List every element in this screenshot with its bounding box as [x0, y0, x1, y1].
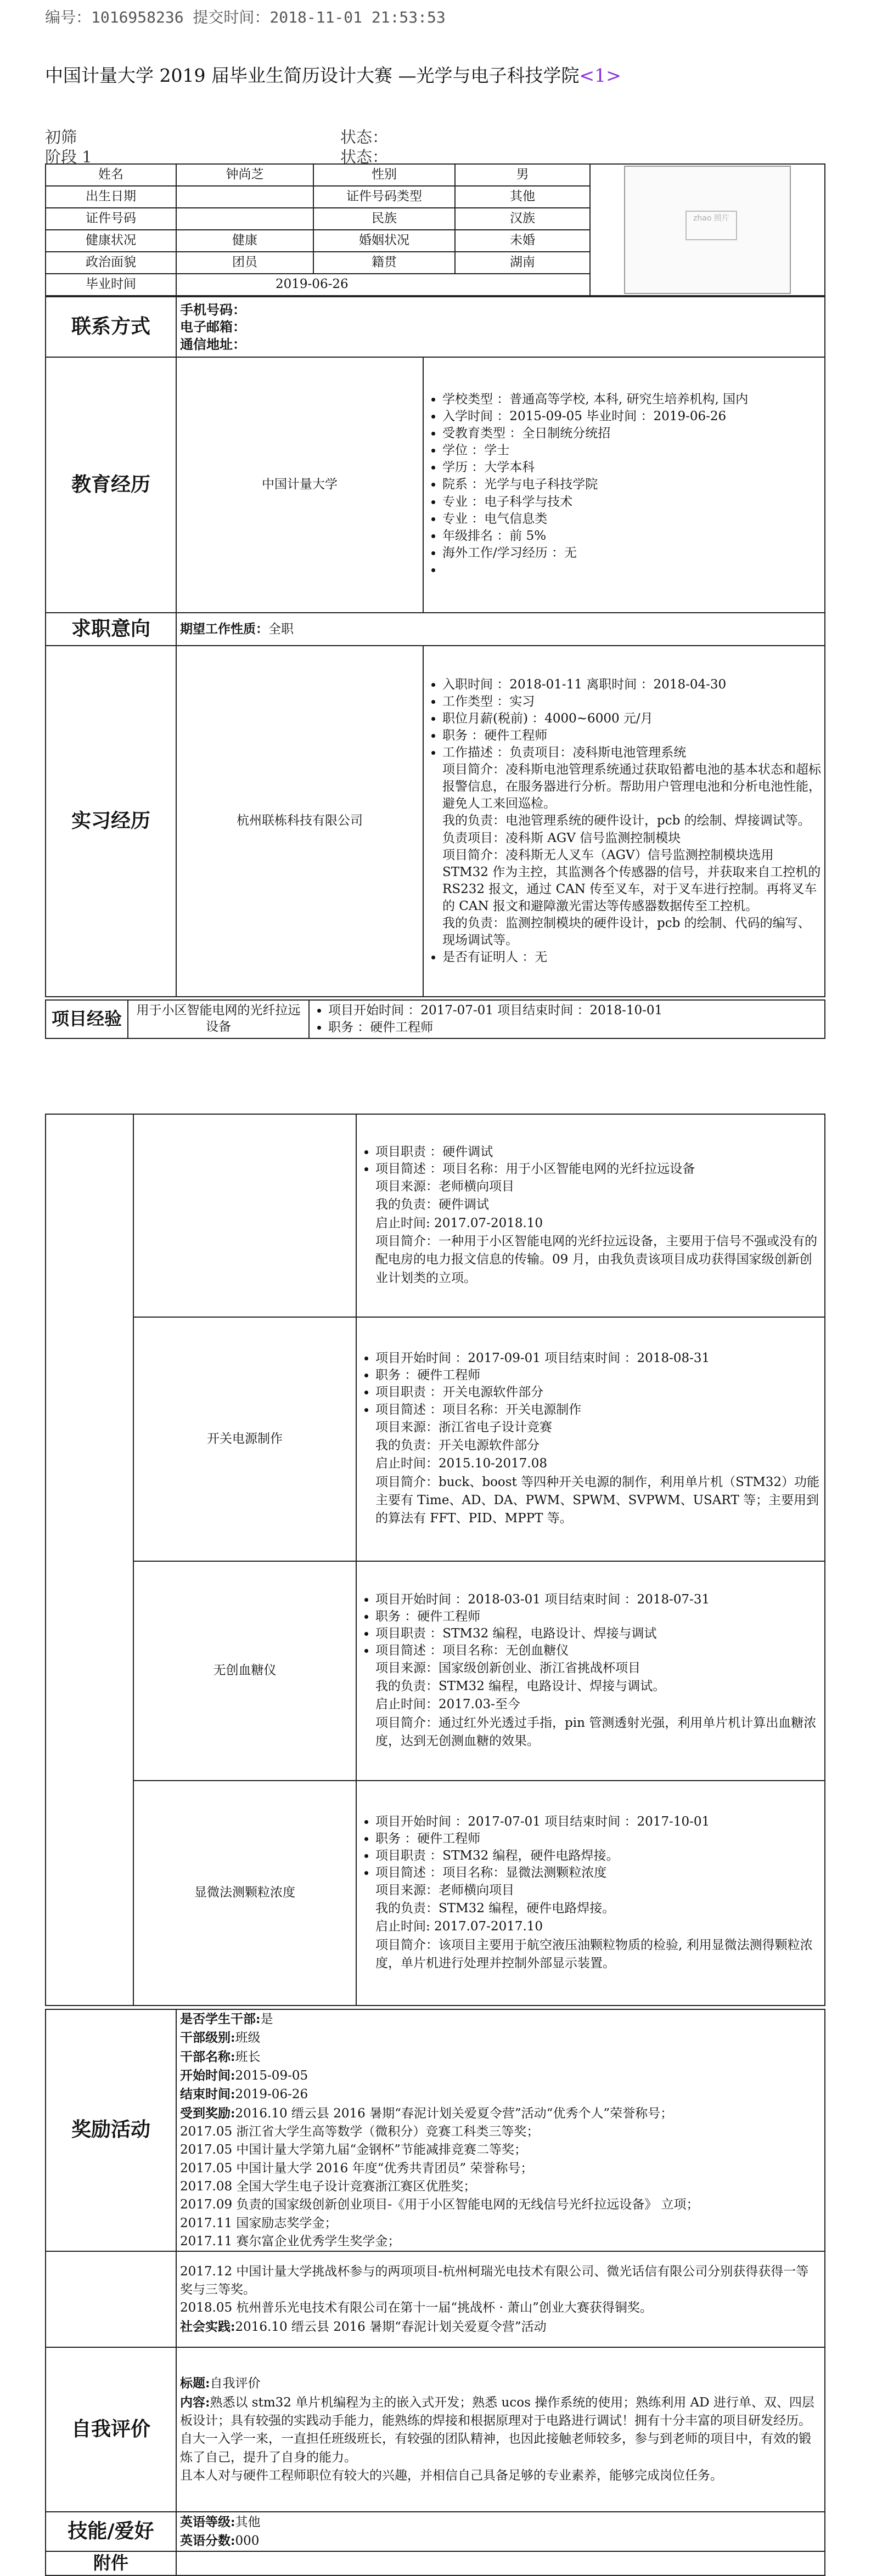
intern-desc-line: 我的负责：监测控制模块的硬件设计，pcb 的绘制、代码的编写、现场调试等。 [442, 916, 811, 947]
self-title-value: 自我评价 [210, 2376, 261, 2391]
award-head-label: 干部名称: [180, 2049, 235, 2064]
award-head [180, 2085, 821, 2104]
attach-label: 附件 [46, 2551, 176, 2575]
project-2-name: 开关电源制作 [133, 1317, 356, 1561]
intern-item: • 入职时间 ：2018-01-11 离职时间 ：2018-04-30 [442, 676, 821, 693]
photo-cell [590, 164, 825, 296]
project-item: • 项目职责 ：开关电源软件部分 [375, 1384, 821, 1401]
project-label-cont [46, 1114, 133, 2006]
health-value: 健康 [176, 230, 313, 252]
project-line: 我的负责：STM32 编程，电路设计、焊接与调试。 [375, 1679, 666, 1694]
project-line: 项目来源：老师横向项目 [375, 1179, 514, 1194]
edu-item: • 年级排名 ：前 5% [442, 528, 821, 545]
project-line: 我的负责：开关电源软件部分 [375, 1438, 540, 1453]
politic-label: 政治面貌 [46, 252, 176, 274]
edu-item: • 学位 ：学士 [442, 442, 821, 459]
intention-label: 求职意向 [46, 613, 176, 646]
school-name: 中国计量大学 [176, 357, 423, 613]
project-item: • 项目开始时间 ：2018-03-01 项目结束时间 ：2018-07-31 [375, 1591, 821, 1608]
project-line: 项目简介：buck、boost 等四种开关电源的制作，利用单片机（STM32）功能主要有 Time、AD、DA、PWM、SPWM、SVPWM、USART 等；主要用到的算法有 FFT、PID、MPPT 等。 [375, 1475, 820, 1526]
project-label: 项目经验 [46, 1000, 128, 1038]
state-label-2: 状态： [340, 148, 389, 166]
education-label: 教育经历 [46, 357, 176, 613]
edu-item: • 专业 ：电气信息类 [442, 511, 821, 528]
award-line: 2017.08 全国大学生电子设计竞赛浙江赛区优胜奖； [180, 2179, 476, 2194]
award-head [180, 2066, 821, 2085]
self-content-value: 熟悉以 stm32 单片机编程为主的嵌入式开发；熟悉 ucos 操作系统的使用；熟练利用 AD 进行单、双、四层板设计；具有较强的实践动手能力，能熟练的焊接和根据原理对于电路进行调试！拥有十分丰富的项目研发经历。 [180, 2395, 814, 2428]
project-1-name-cont [133, 1114, 356, 1317]
award-head [180, 2104, 821, 2123]
marital-value: 未婚 [455, 230, 590, 252]
politic-value: 团员 [176, 252, 313, 274]
project-item: • 项目开始时间 ：2017-09-01 项目结束时间 ：2018-08-31 [375, 1350, 821, 1367]
photo-logo: zhao 照片 [685, 211, 737, 240]
english-score-label: 英语分数: [180, 2533, 235, 2549]
project-item: • 项目开始时间 ：2017-07-01 项目结束时间 ：2017-10-01 [375, 1814, 821, 1831]
project-item: • 项目职责 ：STM32 编程，电路设计、焊接与调试 [375, 1625, 821, 1642]
project-line: 项目简介：该项目主要用于航空液压油颗粒物质的检验, 利用显微法测得颗粒浓度，单片机进行处理并控制外部显示装置。 [375, 1937, 813, 1971]
skills-label: 技能/爱好 [46, 2512, 176, 2551]
marital-label: 婚姻状况 [313, 230, 455, 252]
intern-item: • 工作类型 ：实习 [442, 693, 821, 710]
project-line: 启止时间：2017.03-至今 [375, 1697, 520, 1712]
award-line: 2017.05 中国计量大学第九届“金钢杯”节能减排竞赛二等奖； [180, 2143, 527, 2157]
award-head-label: 受到奖励: [180, 2105, 235, 2121]
idno-value [176, 208, 313, 230]
birth-value [176, 186, 313, 208]
page-title [45, 61, 621, 87]
native-label: 籍贯 [313, 252, 455, 274]
email-label: 电子邮箱： [180, 319, 246, 335]
grad-value: 2019-06-26 [176, 274, 590, 296]
project-item: • 项目职责 ：硬件调试 [375, 1144, 821, 1161]
project-item: • 项目职责 ：STM32 编程，硬件电路焊接。 [375, 1848, 821, 1865]
intern-desc-line: 项目简介：凌科斯电池管理系统通过获取铅蓄电池的基本状态和超标报警信息，在服务器进行分析。帮助用户管理电池和分析电池性能，避免人工来回巡检。 [442, 762, 821, 811]
award-head-label: 开始时间: [180, 2068, 235, 2083]
project-header-table [45, 999, 825, 1039]
intern-desc-line: 负责项目：凌科斯 AGV 信号监测控制模块 [442, 831, 681, 845]
intern-company: 杭州联栋科技有限公司 [176, 646, 423, 997]
awards-details-cont [176, 2251, 825, 2347]
contact-cell [176, 297, 825, 357]
award-head [180, 2029, 821, 2047]
self-para: 且本人对与硬件工程师职位有较大的兴趣，并相信自己具备足够的专业素养，能够完成岗位任务。 [180, 2468, 723, 2483]
award-head-label: 结束时间: [180, 2087, 235, 2102]
project-1-head [309, 1000, 825, 1038]
awards-details [176, 2009, 825, 2251]
social-label: 社会实践: [180, 2319, 235, 2334]
submission-info: 编号：1016958236 提交时间：2018-11-01 21:53:53 [45, 8, 446, 26]
award-head-label: 是否学生干部: [180, 2012, 261, 2026]
award-head [180, 2048, 821, 2066]
award-head-value: 2019-06-26 [235, 2087, 308, 2102]
name-value: 钟尚芝 [176, 164, 313, 186]
ethnic-value: 汉族 [455, 208, 590, 230]
project-line: 项目简介：通过红外光透过手指，pin 管测透射光强，利用单片机计算出血糖浓度，达到无创测血糖的效果。 [375, 1715, 817, 1749]
award-line: 2017.09 负责的国家级创新创业项目-《用于小区智能电网的无线信号光纤拉远设备》 立项； [180, 2197, 699, 2212]
project-line: 启止时间：2015.10-2017.08 [375, 1456, 547, 1471]
self-title-label: 标题: [180, 2376, 210, 2391]
grad-label: 毕业时间 [46, 274, 176, 296]
gender-value: 男 [455, 164, 590, 186]
resume-table-1 [45, 296, 825, 997]
award-line: 2017.11 赛尔富企业优秀学生奖学金； [180, 2234, 401, 2249]
education-details [423, 357, 825, 613]
intention-type-label: 期望工作性质： [180, 621, 268, 636]
project-1-name: 用于小区智能电网的光纤拉远设备 [128, 1000, 309, 1038]
edu-item: • 学校类型 ：普通高等学校, 本科, 研究生培养机构, 国内 [442, 391, 821, 408]
english-score-value: 000 [235, 2534, 260, 2549]
project-4-name: 显微法测颗粒浓度 [133, 1781, 356, 2006]
award-line: 2017.05 中国计量大学 2016 年度“优秀共青团员” 荣誉称号； [180, 2161, 533, 2176]
project-line: 我的负责：硬件调试 [375, 1197, 489, 1212]
social-value: 2016.10 缙云县 2016 暑期“春泥计划关爱夏令营”活动 [235, 2319, 547, 2334]
project-line: 项目简介：一种用于小区智能电网的光纤拉远设备，主要用于信号不强或没有的配电房的电力报文信息的传输。09 月，由我负责该项目成功获得国家级创新创业计划类的立项。 [375, 1234, 817, 1285]
intern-label: 实习经历 [46, 646, 176, 997]
project-item: • 项目简述 ：项目名称：用于小区智能电网的光纤拉远设备 [375, 1161, 821, 1178]
stage-label: 初筛 [45, 128, 77, 146]
edu-item: • 专业 ：电子科学与技术 [442, 494, 821, 511]
ethnic-label: 民族 [313, 208, 455, 230]
name-label: 姓名 [46, 164, 176, 186]
gender-label: 性别 [313, 164, 455, 186]
state-label: 状态： [340, 128, 389, 146]
photo-placeholder [624, 166, 791, 294]
awards-label-cont [46, 2251, 176, 2347]
phone-label: 手机号码： [180, 302, 246, 318]
project-4-details [356, 1781, 825, 2006]
edu-item: • 学历 ：大学本科 [442, 459, 821, 476]
project-item: • 项目开始时间 ：2017-07-01 项目结束时间 ：2018-10-01 [328, 1002, 821, 1019]
project-line: 项目来源：浙江省电子设计竞赛 [375, 1420, 552, 1434]
project-line: 启止时间: 2017.07-2017.10 [375, 1919, 543, 1934]
award-line: 2018.05 杭州普乐光电技术有限公司在第十一届“挑战杯 · 萧山”创业大赛获得铜奖。 [180, 2301, 653, 2315]
edu-item [442, 562, 821, 579]
award-head-value: 班级 [235, 2031, 261, 2046]
award-line: 2017.11 国家励志奖学金； [180, 2216, 338, 2230]
project-1-details [356, 1114, 825, 1317]
project-2-details [356, 1317, 825, 1561]
title-link[interactable]: <1> [579, 65, 621, 86]
project-item: • 项目简述 ：项目名称：开关电源制作 [375, 1402, 821, 1419]
title-text: 中国计量大学 2019 届毕业生简历设计大赛 —光学与电子科技学院 [45, 65, 580, 86]
project-item: • 职务 ：硬件工程师 [375, 1367, 821, 1384]
stage-label-2: 阶段 1 [45, 148, 92, 166]
address-label: 通信地址： [180, 336, 246, 352]
idtype-value: 其他 [455, 186, 590, 208]
native-value: 湖南 [455, 252, 590, 274]
english-level-label: 英语等级: [180, 2515, 235, 2530]
edu-item: • 院系 ：光学与电子科技学院 [442, 476, 821, 493]
project-3-name: 无创血糖仪 [133, 1561, 356, 1781]
intention-cell [176, 613, 825, 646]
intern-details [423, 646, 825, 997]
project-item: • 职务 ：硬件工程师 [375, 1608, 821, 1625]
idno-label: 证件号码 [46, 208, 176, 230]
project-item: • 项目简述 ：项目名称：无创血糖仪 [375, 1642, 821, 1659]
award-head-value: 2015-09-05 [235, 2069, 308, 2083]
project-item: • 项目简述 ：项目名称：显微法测颗粒浓度 [375, 1865, 821, 1882]
intern-desc-line: 项目简介：凌科斯无人叉车（AGV）信号监测控制模块选用 STM32 作为主控，其监测各个传感器的信号，并获取来自工控机的 RS232 报文，通过 CAN 传至叉车，对于叉车进行控制。再将叉车的 CAN 报文和避障激光雷达等传感器数据传至工控机。 [442, 848, 821, 913]
award-head-label: 干部级别: [180, 2030, 235, 2046]
award-head [180, 2010, 821, 2029]
intern-item: • 职务 ：硬件工程师 [442, 727, 821, 744]
skills-details [176, 2512, 825, 2551]
award-line: 2017.12 中国计量大学挑战杯参与的两项项目-杭州柯瑞光电技术有限公司、微光话信有限公司分别获得获得一等奖与三等奖。 [180, 2264, 809, 2297]
edu-item: • 入学时间 ：2015-09-05 毕业时间 ：2019-06-26 [442, 408, 821, 425]
award-line: 2017.05 浙江省大学生高等数学（微积分）竞赛工科类三等奖； [180, 2125, 540, 2139]
intern-desc [442, 744, 821, 949]
birth-label: 出生日期 [46, 186, 176, 208]
attach-cell [176, 2551, 825, 2575]
project-line: 启止时间: 2017.07-2018.10 [375, 1216, 543, 1230]
self-para: 自大一入学一来，一直担任班级班长，有较强的团队精神，也因此接触老师较多，参与到老师的项目中，有效的锻炼了自己，提升了自身的能力。 [180, 2432, 811, 2465]
idtype-label: 证件号码类型 [313, 186, 455, 208]
project-table [45, 1114, 825, 2006]
contact-label: 联系方式 [46, 297, 176, 357]
resume-table-2 [45, 2009, 825, 2576]
self-eval-details [176, 2347, 825, 2512]
award-head-value: 班长 [235, 2049, 261, 2064]
self-eval-label: 自我评价 [46, 2347, 176, 2512]
project-item: • 职务 ：硬件工程师 [328, 1019, 821, 1036]
self-content-label: 内容: [180, 2394, 210, 2410]
intern-desc-line: 我的负责：电池管理系统的硬件设计，pcb 的绘制、焊接调试等。 [442, 814, 811, 828]
edu-item: • 海外工作/学习经历 ：无 [442, 545, 821, 562]
project-line: 项目来源：老师横向项目 [375, 1883, 514, 1897]
intern-cert: • 是否有证明人 ：无 [442, 949, 821, 966]
health-label: 健康状况 [46, 230, 176, 252]
intern-item: • 职位月薪(税前) ：4000~6000 元/月 [442, 710, 821, 727]
awards-label: 奖励活动 [46, 2009, 176, 2251]
project-line: 我的负责：STM32 编程，硬件电路焊接。 [375, 1901, 615, 1916]
project-item: • 职务 ：硬件工程师 [375, 1831, 821, 1848]
intention-type-value: 全职 [268, 622, 294, 636]
intern-desc-line: • 工作描述 ：负责项目：凌科斯电池管理系统 [442, 745, 687, 760]
award-head-value: 2016.10 缙云县 2016 暑期“春泥计划关爱夏令营”活动“优秀个人”荣誉称号； [235, 2106, 673, 2121]
project-line: 项目来源：国家级创新创业、浙江省挑战杯项目 [375, 1660, 640, 1675]
english-level-value: 其他 [235, 2515, 261, 2530]
social-practice [180, 2318, 821, 2336]
project-3-details [356, 1561, 825, 1781]
award-head-value: 是 [260, 2012, 273, 2026]
edu-item: • 受教育类型 ：全日制统分统招 [442, 425, 821, 442]
basic-info-table [45, 163, 825, 296]
